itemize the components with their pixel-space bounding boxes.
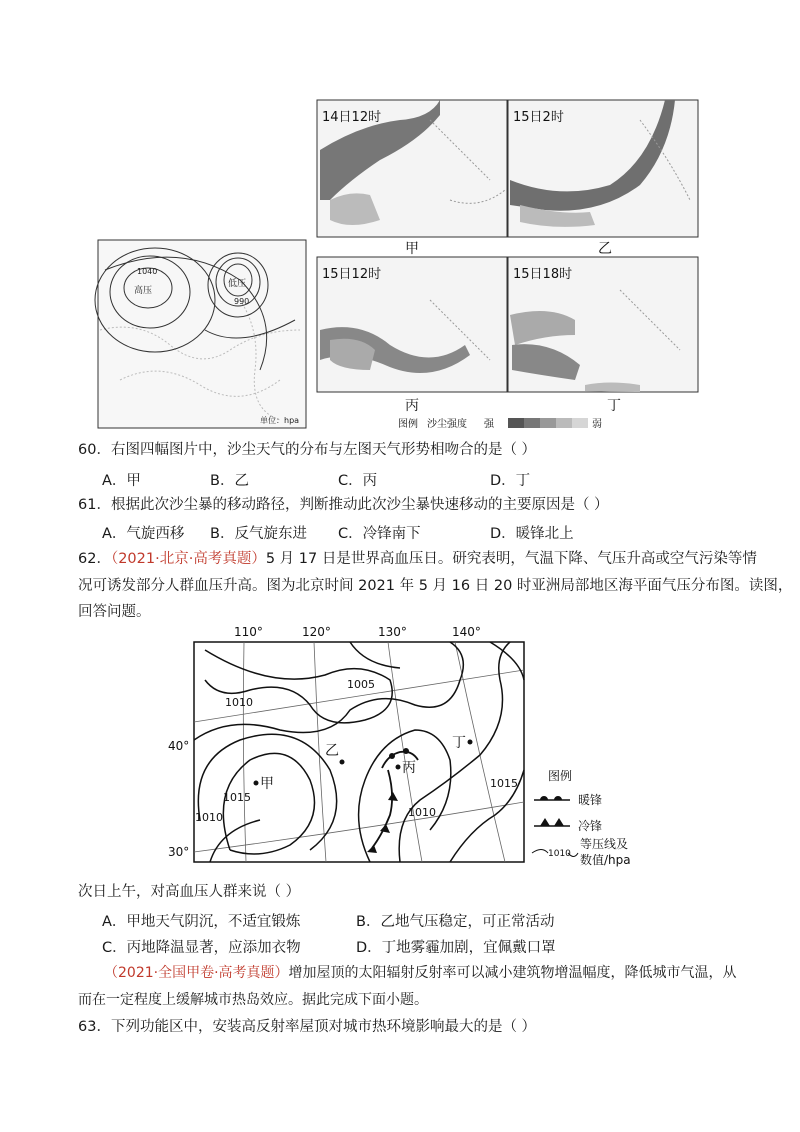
dust-panel-2-time: 15日2时	[513, 110, 564, 125]
q62-source: （2021·北京·高考真题）	[110, 551, 266, 567]
isobar-legend-sample: 1010	[548, 849, 571, 859]
passage63-source: （2021·全国甲卷·高考真题）	[104, 965, 289, 981]
q61-option-d[interactable]: D．暖锋北上	[490, 526, 574, 542]
dust-panel-2-caption: 乙	[598, 241, 612, 257]
isobar-legend-title: 图例	[548, 769, 573, 783]
isobar-map-lat-40: 40°	[168, 739, 190, 753]
dust-panel-3	[317, 257, 507, 392]
figure-isobar-map	[150, 620, 670, 870]
q62-number: 62．	[78, 551, 111, 567]
isobar-legend-line1: 等压线及	[580, 837, 629, 851]
isobar-map-point-bing: 丙	[402, 760, 416, 776]
q62-line1	[78, 549, 757, 569]
isobar-label-1015-b: 1015	[490, 777, 518, 790]
dust-panel-4	[508, 257, 698, 392]
q61-option-a[interactable]: A．气旋西移	[102, 526, 185, 542]
dust-panel-3-time: 15日12时	[322, 267, 382, 282]
dust-panel-1	[317, 100, 507, 237]
passage63-line2: 而在一定程度上缓解城市热岛效应。据此完成下面小题。	[78, 992, 428, 1008]
isobar-map-lon-130: 130°	[378, 625, 407, 639]
q62-option-b[interactable]: B．乙地气压稳定，可正常活动	[356, 914, 555, 930]
isobar-map-point-yi: 乙	[325, 743, 339, 759]
q62-option-a[interactable]: A．甲地天气阴沉，不适宜锻炼	[102, 914, 301, 930]
isobar-legend-line2: 数值/hpa	[580, 853, 631, 867]
q62-line2: 况可诱发部分人群血压升高。图为北京时间 2021 年 5 月 16 日 20 时亚洲局部地区海平面气压分布图。读图，	[78, 578, 793, 594]
isobar-label-1010-b: 1010	[195, 811, 223, 824]
dust-legend-label: 沙尘强度	[427, 419, 467, 430]
q60-stem: 60．右图四幅图片中，沙尘天气的分布与左图天气形势相吻合的是（ ）	[78, 442, 537, 458]
passage63-line1-text: 增加屋顶的太阳辐射反射率可以减小建筑物增温幅度，降低城市气温，从	[288, 965, 737, 981]
figure-dust-storm-svg	[0, 0, 800, 440]
isobar-legend-warm: 暖锋	[578, 793, 603, 807]
isobar-map-point-ding: 丁	[452, 735, 466, 751]
dust-legend	[398, 417, 602, 430]
isobar-legend-cold: 冷锋	[578, 819, 603, 833]
isobar-label-1010-a: 1010	[225, 696, 253, 709]
figure-dust-storm	[0, 0, 800, 440]
weather-map-unit: 单位：hpa	[260, 416, 300, 425]
dust-panel-1-time: 14日12时	[322, 110, 382, 125]
dust-panel-3-caption: 丙	[405, 398, 419, 414]
q62-option-c[interactable]: C．丙地降温显著，应添加衣物	[102, 940, 301, 956]
dust-legend-weak: 弱	[592, 419, 602, 430]
weather-map-low: 低压	[228, 279, 247, 289]
weather-map-high: 高压	[134, 286, 153, 296]
weather-map	[95, 240, 306, 428]
dust-legend-title: 图例	[398, 419, 418, 430]
passage63-line1	[104, 963, 737, 983]
isobar-map-lon-140: 140°	[452, 625, 481, 639]
q62-line3: 回答问题。	[78, 604, 151, 620]
q62-line1-text: 5 月 17 日是世界高血压日。研究表明，气温下降、气压升高或空气污染等情	[265, 551, 757, 567]
q61-stem: 61．根据此次沙尘暴的移动路径，判断推动此次沙尘暴快速移动的主要原因是（ ）	[78, 497, 609, 513]
isobar-map-legend	[532, 768, 631, 867]
q60-option-b[interactable]: B．乙	[210, 473, 249, 489]
weather-map-isobar-1040: 1040	[137, 267, 158, 276]
q61-option-b[interactable]: B．反气旋东进	[210, 526, 307, 542]
isobar-label-1005: 1005	[347, 678, 375, 691]
dust-panel-1-caption: 甲	[405, 241, 419, 257]
q60-option-a[interactable]: A．甲	[102, 473, 141, 489]
q62-followup: 次日上午，对高血压人群来说（ ）	[78, 884, 301, 900]
isobar-map-lat-30: 30°	[168, 845, 190, 859]
dust-panel-4-caption: 丁	[607, 398, 621, 414]
dust-panel-4-time: 15日18时	[513, 267, 573, 282]
weather-map-isobar-990: 990	[234, 297, 250, 306]
isobar-map-point-jia: 甲	[260, 776, 274, 792]
isobar-label-1015-a: 1015	[223, 791, 251, 804]
q63-stem: 63．下列功能区中，安装高反射率屋顶对城市热环境影响最大的是（ ）	[78, 1019, 537, 1035]
dust-legend-strong: 强	[484, 419, 494, 430]
isobar-map-lon-110: 110°	[234, 625, 263, 639]
dust-panel-2	[508, 100, 698, 237]
q60-option-c[interactable]: C．丙	[338, 473, 378, 489]
q60-option-d[interactable]: D．丁	[490, 473, 531, 489]
q61-option-c[interactable]: C．冷锋南下	[338, 526, 421, 542]
isobar-label-1010-c: 1010	[408, 806, 436, 819]
isobar-map-svg	[150, 620, 670, 870]
q62-option-d[interactable]: D．丁地雾霾加剧，宜佩戴口罩	[356, 940, 556, 956]
isobar-map-lon-120: 120°	[302, 625, 331, 639]
